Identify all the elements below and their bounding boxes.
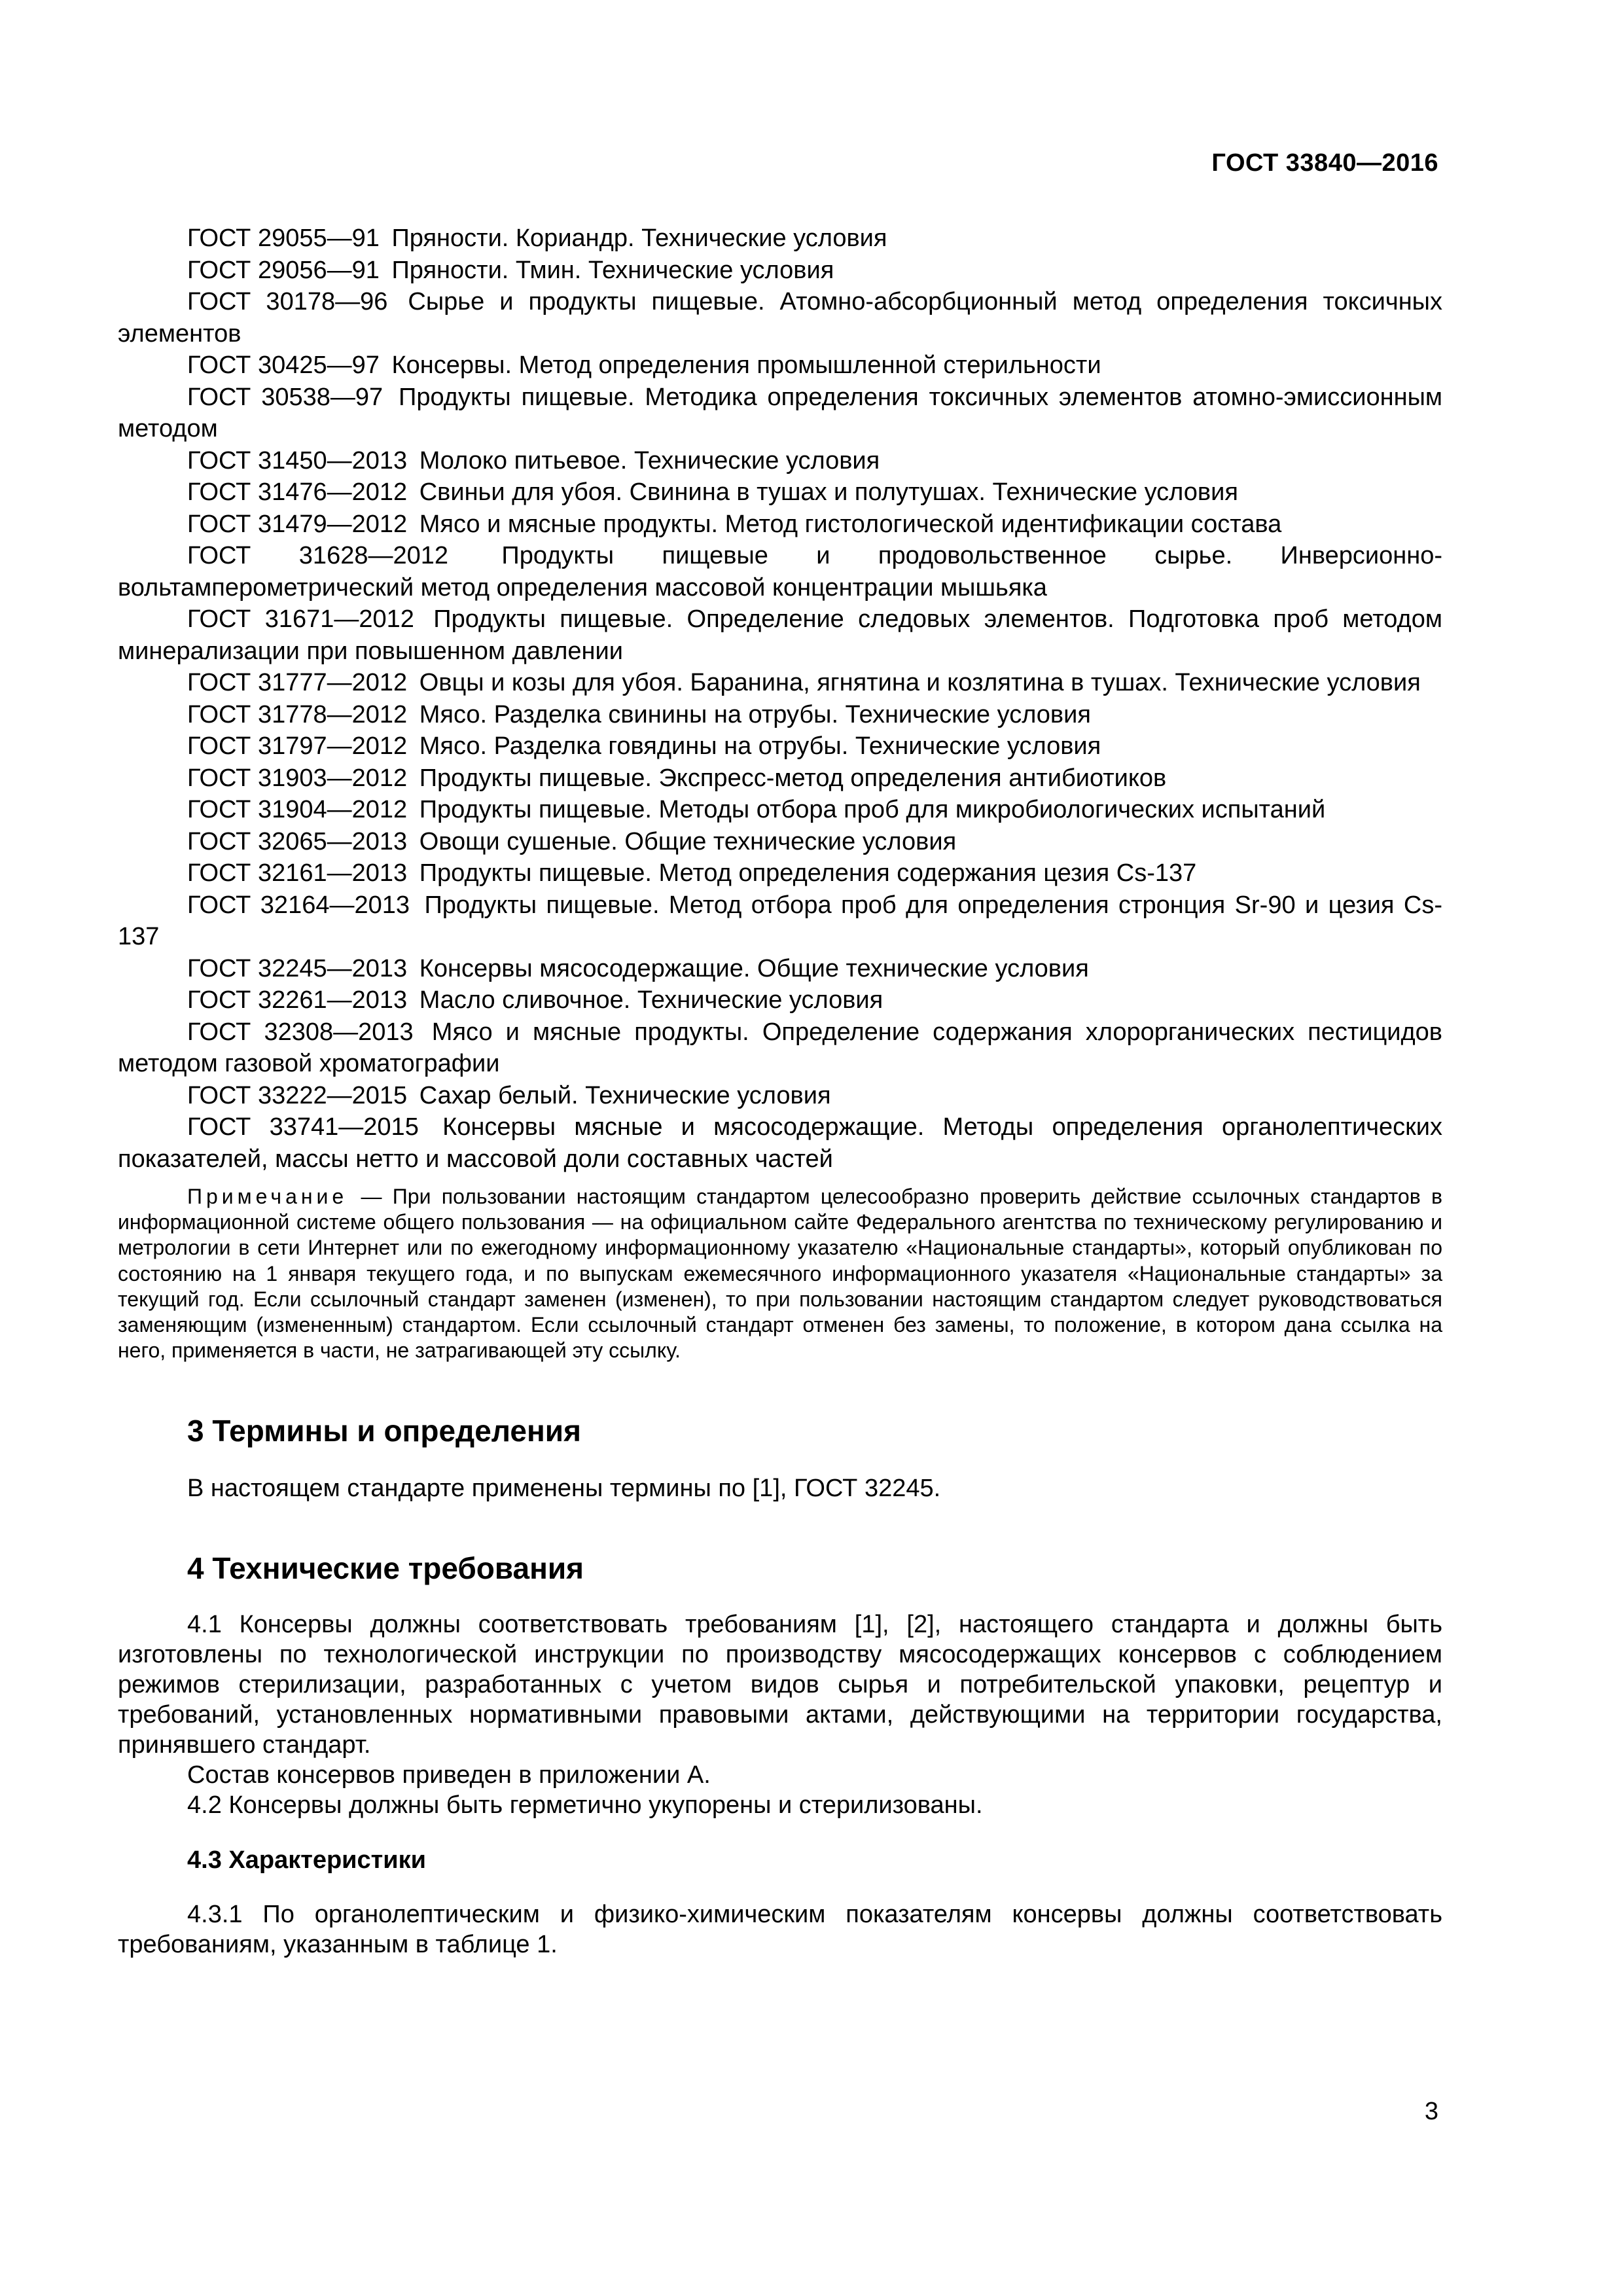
reference-title: Продукты пищевые и продовольственное сырье. Инверсионно-вольтамперометрический метод определения массовой концентрации мышьяка bbox=[118, 542, 1442, 601]
reference-code: ГОСТ 31476—2012 bbox=[187, 478, 408, 506]
reference-title: Пряности. Тмин. Технические условия bbox=[391, 256, 834, 284]
reference-code: ГОСТ 31797—2012 bbox=[187, 732, 408, 760]
reference-code: ГОСТ 30425—97 bbox=[187, 351, 380, 379]
reference-item bbox=[118, 255, 1442, 287]
reference-title: Продукты пищевые. Метод определения содержания цезия Cs-137 bbox=[419, 859, 1197, 887]
reference-title: Сырье и продукты пищевые. Атомно-абсорбционный метод определения токсичных элементов bbox=[118, 288, 1442, 348]
reference-code: ГОСТ 32164—2013 bbox=[187, 891, 410, 919]
reference-item bbox=[118, 730, 1442, 762]
reference-code: ГОСТ 31671—2012 bbox=[187, 605, 414, 633]
reference-code: ГОСТ 31450—2013 bbox=[187, 446, 408, 475]
reference-title: Консервы мясосодержащие. Общие технические условия bbox=[419, 954, 1089, 982]
reference-title: Продукты пищевые. Методы отбора проб для микробиологических испытаний bbox=[419, 796, 1326, 823]
reference-code: ГОСТ 32261—2013 bbox=[187, 986, 408, 1014]
reference-code: ГОСТ 32065—2013 bbox=[187, 827, 408, 855]
clause-4-3-1: 4.3.1 По органолептическим и физико-химическим показателям консервы должны соответствовать требованиям, указанным в таблице 1. bbox=[118, 1901, 1442, 1959]
reference-item bbox=[118, 667, 1442, 699]
reference-title: Продукты пищевые. Определение следовых элементов. Подготовка проб методом минерализации при повышенном давлении bbox=[118, 605, 1442, 665]
reference-code: ГОСТ 31778—2012 bbox=[187, 700, 408, 728]
reference-item bbox=[118, 445, 1442, 477]
reference-title: Продукты пищевые. Метод отбора проб для определения стронция Sr-90 и цезия Cs-137 bbox=[118, 891, 1443, 950]
reference-code: ГОСТ 29055—91 bbox=[187, 224, 380, 252]
reference-item bbox=[118, 603, 1442, 667]
reference-item bbox=[118, 794, 1442, 826]
reference-title: Овощи сушеные. Общие технические условия bbox=[419, 827, 957, 855]
section-3-text: В настоящем стандарте применены термины по [1], ГОСТ 32245. bbox=[187, 1475, 941, 1503]
clause-4-3-heading: 4.3 Характеристики bbox=[187, 1846, 427, 1874]
section-3-heading: 3 Термины и определения bbox=[187, 1414, 581, 1448]
references-note bbox=[118, 1184, 1442, 1363]
reference-item bbox=[118, 889, 1442, 953]
reference-item bbox=[118, 540, 1442, 603]
reference-item bbox=[118, 382, 1442, 445]
reference-code: ГОСТ 31777—2012 bbox=[187, 669, 408, 696]
document-code-header: ГОСТ 33840—2016 bbox=[1211, 149, 1438, 177]
reference-item bbox=[118, 223, 1442, 255]
normative-references-list bbox=[118, 223, 1442, 1175]
clause-4-1: 4.1 Консервы должны соответствовать требованиям [1], [2], настоящего стандарта и должны быть изготовлены по технологической инструкции по производству мясосодержащих консервов с соблюдением режимов стерилизации, разработанных с учетом видов сырья и потребительской упаковки, рецептур и требований, установленных нормативными правовыми актами, действующими на территории государства, принявшего стандарт. bbox=[118, 1611, 1442, 1759]
reference-code: ГОСТ 31903—2012 bbox=[187, 764, 408, 792]
reference-item bbox=[118, 953, 1442, 985]
page-content bbox=[118, 223, 1442, 1960]
reference-title: Масло сливочное. Технические условия bbox=[419, 986, 883, 1014]
clause-4-2: 4.2 Консервы должны быть герметично укупорены и стерилизованы. bbox=[187, 1791, 983, 1820]
reference-code: ГОСТ 32308—2013 bbox=[187, 1018, 414, 1046]
reference-title: Продукты пищевые. Экспресс-метод определения антибиотиков bbox=[419, 764, 1167, 792]
composition-note: Состав консервов приведен в приложении А. bbox=[187, 1761, 711, 1789]
reference-title: Мясо. Разделка свинины на отрубы. Технические условия bbox=[419, 700, 1091, 728]
reference-code: ГОСТ 32161—2013 bbox=[187, 859, 408, 887]
reference-title: Мясо и мясные продукты. Метод гистологической идентификации состава bbox=[419, 510, 1282, 538]
reference-item bbox=[118, 826, 1442, 858]
reference-item bbox=[118, 984, 1442, 1016]
reference-item bbox=[118, 1016, 1442, 1080]
reference-item bbox=[118, 699, 1442, 731]
reference-code: ГОСТ 29056—91 bbox=[187, 256, 380, 284]
reference-code: ГОСТ 31904—2012 bbox=[187, 796, 408, 823]
reference-item bbox=[118, 476, 1442, 509]
reference-title: Свиньи для убоя. Свинина в тушах и полутушах. Технические условия bbox=[419, 478, 1238, 506]
reference-code: ГОСТ 33222—2015 bbox=[187, 1081, 408, 1109]
reference-code: ГОСТ 31479—2012 bbox=[187, 510, 408, 538]
section-4-heading: 4 Технические требования bbox=[187, 1551, 584, 1586]
note-text: — При пользовании настоящим стандартом целесообразно проверить действие ссылочных стандартов в информационной системе общего пользования — на официальном сайте Федерального агентства по техническому регулированию и метрологии в сети Интернет или по ежегодному информационному указателю «Национальные стандарты», который опубликован по состоянию на 1 января текущего года, и по выпускам ежемесячного информационного указателя «Национальные стандарты» за текущий год. Если ссылочный стандарт заменен (изменен), то при пользовании настоящим стандартом следует руководствоваться заменяющим (измененным) стандартом. Если ссылочный стандарт отменен без замены, то положение, в котором дана ссылка на него, применяется в части, не затрагивающей эту ссылку. bbox=[118, 1185, 1443, 1363]
reference-item bbox=[118, 1080, 1442, 1112]
reference-title: Пряности. Кориандр. Технические условия bbox=[391, 224, 887, 252]
reference-code: ГОСТ 30538—97 bbox=[187, 383, 383, 411]
reference-code: ГОСТ 33741—2015 bbox=[187, 1113, 419, 1141]
reference-title: Мясо и мясные продукты. Определение содержания хлорорганических пестицидов методом газовой хроматографии bbox=[118, 1018, 1442, 1077]
note-label: Примечание bbox=[187, 1185, 348, 1208]
page-number: 3 bbox=[1424, 2098, 1438, 2125]
reference-title: Консервы мясные и мясосодержащие. Методы определения органолептических показателей, массы нетто и массовой доли составных частей bbox=[118, 1113, 1442, 1173]
reference-title: Продукты пищевые. Методика определения токсичных элементов атомно-эмиссионным методом bbox=[118, 383, 1443, 442]
reference-title: Сахар белый. Технические условия bbox=[419, 1081, 831, 1109]
reference-item bbox=[118, 1111, 1442, 1175]
reference-code: ГОСТ 30178—96 bbox=[187, 288, 388, 315]
reference-title: Молоко питьевое. Технические условия bbox=[419, 446, 880, 475]
reference-title: Мясо. Разделка говядины на отрубы. Технические условия bbox=[419, 732, 1101, 760]
reference-code: ГОСТ 31628—2012 bbox=[187, 542, 448, 569]
reference-item bbox=[118, 762, 1442, 795]
reference-title: Овцы и козы для убоя. Баранина, ягнятина и козлятина в тушах. Технические условия bbox=[419, 669, 1421, 696]
reference-item bbox=[118, 286, 1442, 350]
reference-item bbox=[118, 350, 1442, 382]
reference-item bbox=[118, 857, 1442, 889]
reference-title: Консервы. Метод определения промышленной стерильности bbox=[391, 351, 1101, 379]
reference-code: ГОСТ 32245—2013 bbox=[187, 954, 408, 982]
reference-item bbox=[118, 509, 1442, 541]
